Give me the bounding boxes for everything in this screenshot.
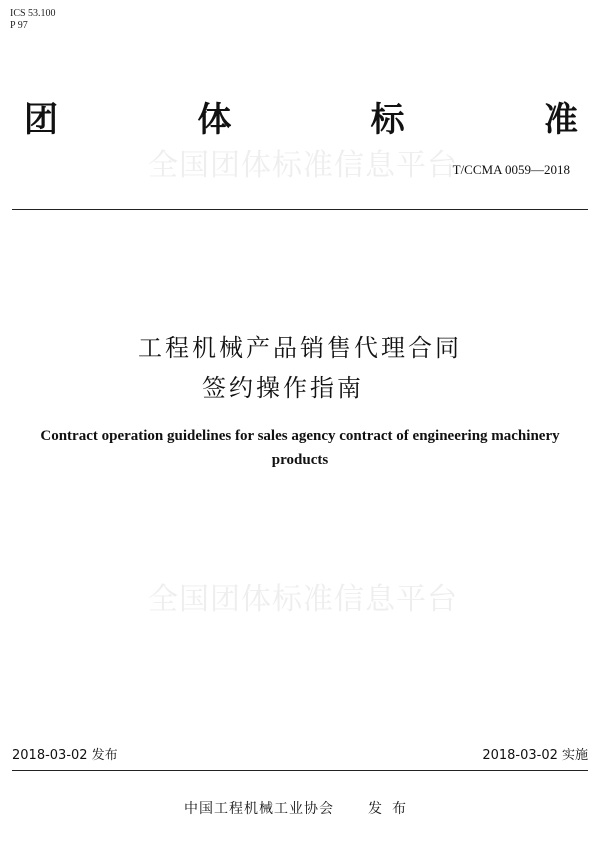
chinese-title bbox=[0, 328, 600, 408]
standard-type-char: 团 bbox=[24, 100, 58, 140]
implementation-date: 2018-03-02 实施 bbox=[482, 748, 588, 763]
standard-type-char: 体 bbox=[197, 100, 232, 140]
classification-codes bbox=[10, 8, 56, 32]
issue-date: 2018-03-02 发布 bbox=[12, 748, 118, 763]
chinese-title-line-1: 工程机械产品销售代理合同 bbox=[138, 334, 462, 362]
ics-code: ICS 53.100 bbox=[10, 8, 56, 19]
watermark-middle: 全国团体标准信息平台 bbox=[148, 582, 458, 617]
standard-number: T/CCMA 0059—2018 bbox=[452, 162, 570, 177]
ccs-code: P 97 bbox=[10, 20, 28, 31]
issuing-organization: 中国工程机械工业协会 bbox=[184, 801, 334, 817]
issue-action: 发布 bbox=[368, 801, 416, 817]
top-divider bbox=[12, 209, 588, 210]
watermark-top: 全国团体标准信息平台 bbox=[148, 148, 458, 183]
chinese-title-line-2: 签约操作指南 bbox=[202, 374, 364, 402]
issuer-line bbox=[0, 798, 600, 818]
standard-type-char: 准 bbox=[543, 100, 578, 140]
standard-type-char: 标 bbox=[370, 100, 405, 140]
standard-type-heading bbox=[24, 96, 578, 144]
bottom-divider bbox=[12, 770, 588, 771]
english-title: Contract operation guidelines for sales agency contract of engineering machinery products bbox=[40, 428, 560, 468]
